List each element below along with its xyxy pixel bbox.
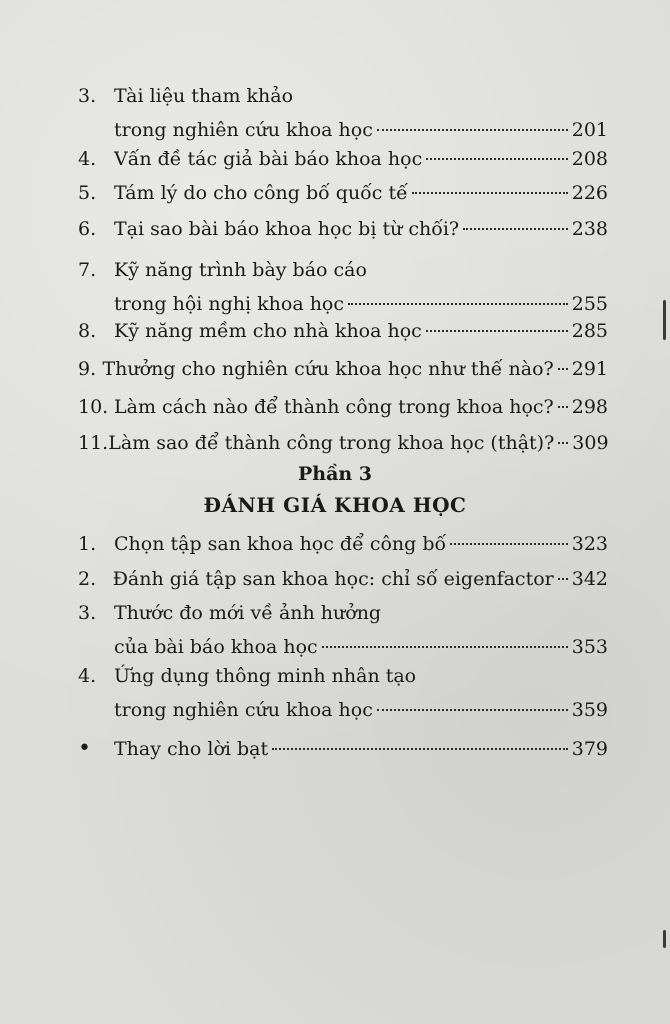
entry-page-number: 309 <box>572 432 609 454</box>
entry-number: 7. <box>78 259 97 281</box>
toc-entry <box>78 253 608 321</box>
page-edge-mark <box>663 300 666 340</box>
bullet-marker: • <box>78 736 91 761</box>
entry-page-number: 342 <box>571 568 608 590</box>
entry-page-number: 323 <box>571 533 608 555</box>
toc-entry <box>78 79 608 147</box>
entry-page-number: 298 <box>571 396 608 418</box>
entry-number: 3. <box>78 602 97 624</box>
entry-title-line: Kỹ năng mềm cho nhà khoa học <box>114 320 422 342</box>
entry-title-line: Làm sao để thành công trong khoa học (thật)? <box>108 432 555 454</box>
entry-number: 8. <box>78 320 97 342</box>
toc-entry <box>78 314 608 348</box>
entry-title-line: Tám lý do cho công bố quốc tế <box>114 182 408 204</box>
entry-title-line: trong nghiên cứu khoa học <box>114 119 373 141</box>
entry-title-line: của bài báo khoa học <box>114 636 318 658</box>
dot-leader <box>412 192 568 194</box>
toc-entry <box>78 352 608 386</box>
toc-entry <box>78 426 608 460</box>
entry-number: 2. <box>78 568 97 590</box>
dot-leader <box>272 748 568 750</box>
entry-number: 4. <box>78 148 97 170</box>
entry-number: 9. <box>78 358 97 380</box>
entry-page-number: 226 <box>571 182 608 204</box>
entry-page-number: 353 <box>571 636 608 658</box>
entry-title-line: Thước đo mới về ảnh hưởng <box>114 602 382 624</box>
entry-number: 1. <box>78 533 97 555</box>
dot-leader <box>348 303 568 305</box>
entry-number: 6. <box>78 218 97 240</box>
entry-title-line: Thưởng cho nghiên cứu khoa học như thế nào? <box>102 358 554 380</box>
toc-entry <box>78 212 608 246</box>
entry-title-line: Chọn tập san khoa học để công bố <box>114 533 447 555</box>
dot-leader <box>377 709 568 711</box>
dot-leader <box>377 129 568 131</box>
entry-number: 3. <box>78 85 97 107</box>
entry-number: 5. <box>78 182 97 204</box>
toc-entry <box>78 596 608 664</box>
entry-title-line: Tài liệu tham khảo <box>114 85 294 107</box>
entry-number: 10. <box>78 396 109 418</box>
dot-leader <box>322 646 568 648</box>
entry-title-line: Làm cách nào để thành công trong khoa học? <box>114 396 554 418</box>
dot-leader <box>558 368 568 370</box>
toc-entry <box>78 142 608 176</box>
toc-entry <box>78 390 608 424</box>
entry-title-line: Kỹ năng trình bày báo cáo <box>114 259 367 281</box>
entry-page-number: 359 <box>571 699 608 721</box>
entry-title-line: Đánh giá tập san khoa học: chỉ số eigenfactor <box>112 568 554 590</box>
dot-leader <box>450 543 568 545</box>
entry-page-number: 208 <box>571 148 608 170</box>
toc-entry <box>78 527 608 561</box>
entry-title-line: trong hội nghị khoa học <box>114 293 345 315</box>
entry-page-number: 201 <box>571 119 608 141</box>
toc-entry <box>78 562 608 596</box>
toc-entry <box>78 732 608 766</box>
entry-number: 11. <box>78 432 109 454</box>
toc-entry <box>78 659 608 727</box>
dot-leader <box>558 406 568 408</box>
dot-leader <box>558 578 568 580</box>
entry-title-line: trong nghiên cứu khoa học <box>114 699 373 721</box>
dot-leader <box>426 330 568 332</box>
part-label: Phần 3 <box>297 463 373 485</box>
entry-title-line: Vấn đề tác giả bài báo khoa học <box>114 148 423 170</box>
entry-number: 4. <box>78 665 97 687</box>
dot-leader <box>558 442 568 444</box>
entry-page-number: 255 <box>571 293 608 315</box>
dot-leader <box>463 228 568 230</box>
entry-page-number: 291 <box>571 358 608 380</box>
page-edge-mark <box>663 930 666 948</box>
entry-title-line: Ứng dụng thông minh nhân tạo <box>114 665 417 687</box>
entry-page-number: 285 <box>571 320 608 342</box>
entry-page-number: 379 <box>571 738 608 760</box>
entry-title-line: Thay cho lời bạt <box>114 738 269 760</box>
entry-title-line: Tại sao bài báo khoa học bị từ chối? <box>114 218 460 240</box>
toc-entry <box>78 176 608 210</box>
entry-page-number: 238 <box>571 218 608 240</box>
dot-leader <box>426 158 568 160</box>
part-title: ĐÁNH GIÁ KHOA HỌC <box>203 493 467 517</box>
